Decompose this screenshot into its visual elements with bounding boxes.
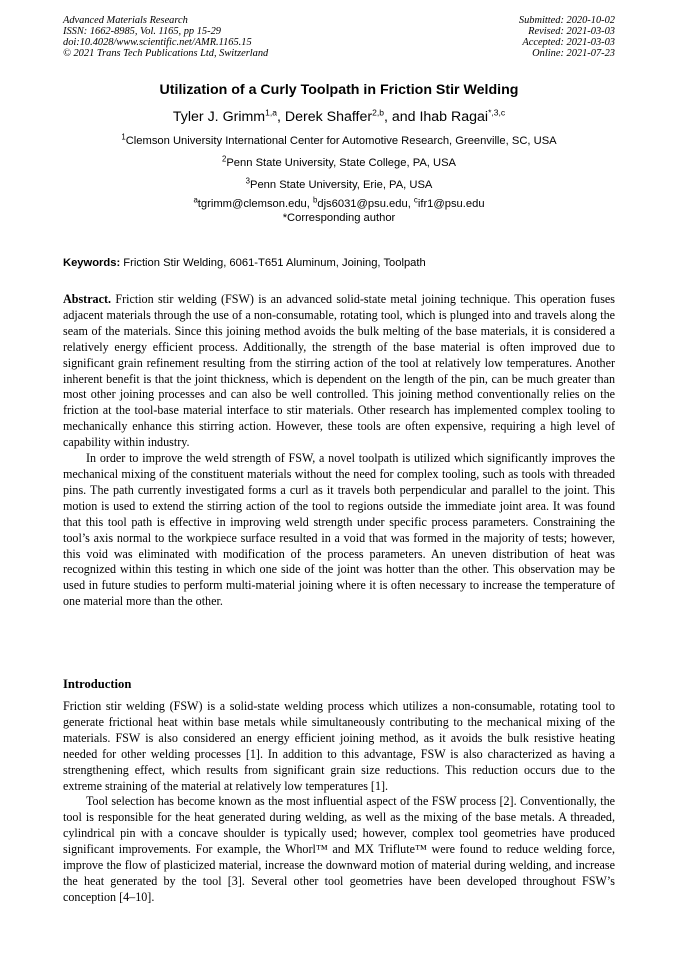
paper-title: Utilization of a Curly Toolpath in Friction Stir Welding: [159, 82, 519, 98]
affiliation-2: [0, 154, 678, 169]
introduction-paragraph: Friction stir welding (FSW) is a solid-state welding process which utilizes a non-consumable, rotating tool to generate frictional heat within base metals while simultaneously contributing to the mechanical mixing of the materials. FSW is also considered an energy efficient joining method, as it avoids the bulk resistive heating needed for other welding processes [1]. In addition to this advantage, FSW is also characterized as having a strengthening effect, which results from significant grain size reductions. This reduction occurs due to the extreme straining of the material at relatively low temperatures [1].: [63, 699, 615, 793]
author-list: [0, 109, 678, 125]
journal-info: [63, 15, 268, 59]
author-name: Derek Shaffer: [284, 109, 373, 125]
journal-name: Advanced Materials Research: [63, 15, 188, 26]
email-sup: a: [193, 195, 198, 205]
publication-dates: [519, 15, 615, 59]
abstract-label: Abstract.: [63, 292, 112, 306]
journal-issn: ISSN: 1662-8985, Vol. 1165, pp 15-29: [63, 26, 221, 37]
affiliation-text: Penn State University, State College, PA, USA: [226, 157, 457, 169]
journal-copyright: © 2021 Trans Tech Publications Ltd, Switzerland: [63, 48, 269, 59]
corresponding-note: *Corresponding author: [282, 212, 396, 224]
journal-doi: doi:10.4028/www.scientific.net/AMR.1165.15: [63, 37, 252, 48]
abstract-text: Friction stir welding (FSW) is an advanced solid-state metal joining technique. This operation fuses adjacent materials through the use of a non-consumable, rotating tool, which is plunged into and travels along the seam of the materials. Since this joining method avoids the bulk melting of the base materials, it is considered a relatively energy efficient process. Additionally, the strength of the base material is often improved due to significant grain refinement resulting from the stirring action of the tool at relatively low temperatures. Another inherent benefit is that the joint thickness, which is dependent on the length of the pin, can be much greater than most other joining processes and can also be well controlled. This joining method conventionally relies on the friction at the tool-base material interface to stir materials. Other research has implemented complex tooling to mechanically enhance this stirring action. However, these tools are often expensive, requiring a high level of capability within industry.: [63, 292, 615, 450]
email-sup: b: [312, 195, 318, 205]
email-sup: c: [413, 195, 418, 205]
abstract-paragraph: In order to improve the weld strength of FSW, a novel toolpath is utilized which significantly improves the mechanical mixing of the constituent materials without the need for complex tooling, such as tools with threaded pins. The path currently investigated forms a curl as it travels both perpendicular and parallel to the joint. This motion is used to extend the stirring action of the tool to regions outside the immediate joint area. It was found that this tool path is effective in improving weld strength under specific process parameters. Constraining the tool’s axis normal to the workpiece surface resulted in a void that was formed in the majority of tests; however, this void was eliminated with modification of the process parameters. An uneven distribution of heat was recognized within this testing in which one side of the joint was hotter than the other. This observation may be used in future studies to perform multi-material joining where it is often necessary to increase the temperature of one material more than the other.: [63, 451, 615, 609]
affiliation-sup: 3: [245, 176, 250, 186]
section-heading: Introduction: [63, 677, 132, 691]
author-sup: *,3,c: [488, 107, 506, 118]
abstract-paragraph: [63, 292, 615, 451]
author-name: Tyler J. Grimm: [172, 109, 266, 125]
author-separator: , and: [383, 109, 420, 125]
date-revised: Revised: 2021-03-03: [528, 26, 615, 37]
author-separator: ,: [276, 109, 285, 125]
affiliation-text: Penn State University, Erie, PA, USA: [249, 179, 433, 191]
author-emails: [0, 195, 678, 210]
abstract: [63, 292, 615, 610]
email-text: ifr1@psu.edu: [417, 198, 485, 210]
author-name: Ihab Ragai: [419, 109, 489, 125]
keywords-label: Keywords:: [63, 257, 121, 269]
affiliation-text: Clemson University International Center for Automotive Research, Greenville, SC, USA: [125, 135, 557, 147]
affiliation-sup: 1: [121, 132, 126, 142]
affiliation-sup: 2: [221, 154, 227, 164]
author-sup: 1,a: [265, 107, 277, 118]
affiliation-1: [0, 132, 678, 147]
keywords: [63, 257, 426, 269]
author-sup: 2,b: [372, 107, 384, 118]
keywords-text: Friction Stir Welding, 6061-T651 Aluminum, Joining, Toolpath: [120, 257, 426, 269]
date-accepted: Accepted: 2021-03-03: [522, 37, 615, 48]
email-text: djs6031@psu.edu,: [317, 198, 414, 210]
introduction-body: [63, 699, 615, 906]
affiliation-3: [0, 176, 678, 191]
email-text: tgrimm@clemson.edu,: [197, 198, 313, 210]
date-submitted: Submitted: 2020-10-02: [518, 15, 615, 26]
date-online: Online: 2021-07-23: [532, 48, 615, 59]
introduction-paragraph: Tool selection has become known as the most influential aspect of the FSW process [2]. Conventionally, the tool is responsible for the heat generated during welding, as well as the mixing of the base metals. A threaded, cylindrical pin with a concave shoulder is typically used; however, complex tool geometries have produced significant improvements. For example, the Whorl™ and MX Triflute™ were found to reduce welding force, improve the flow of plasticized material, increase the downward motion of material during welding, and increase the heat generated by the tool [3]. Several other tool geometries have been developed throughout FSW’s conception [4–10].: [63, 794, 615, 904]
